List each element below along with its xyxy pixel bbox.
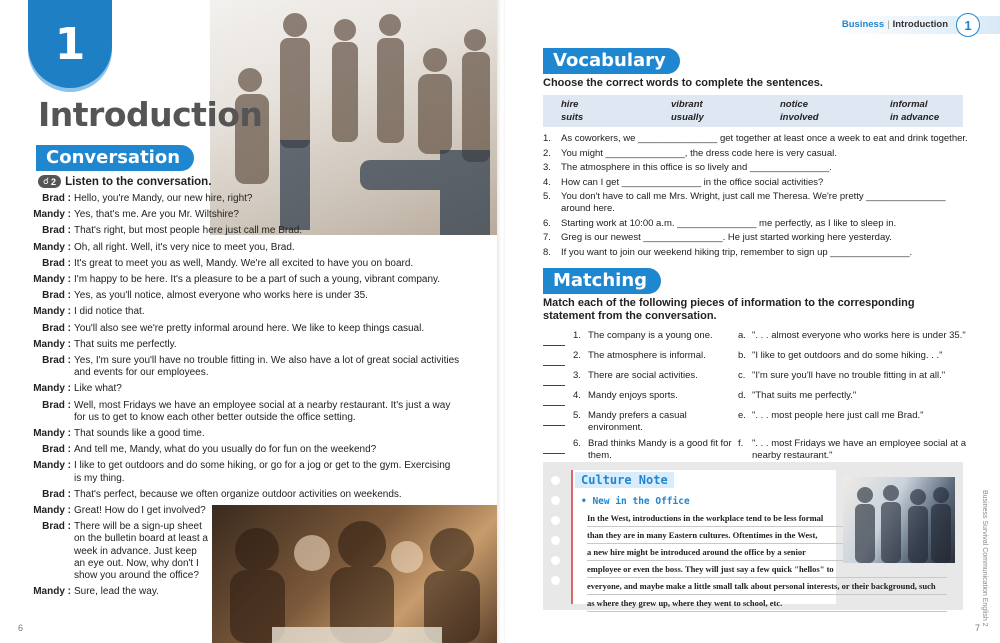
vocab-item[interactable]: 7. Greg is our newest _______________. He just started working here yesterday. — [543, 232, 892, 243]
answer-blank[interactable] — [543, 390, 565, 406]
restaurant-social-photo — [212, 505, 500, 643]
vocab-item[interactable]: 8. If you want to join our weekend hiking trip, remember to sign up _______________. — [543, 246, 913, 258]
running-head: Business | Introduction — [841, 19, 948, 30]
matching-row — [543, 390, 968, 406]
vocab-sentence: How can I get _______________ in the office social activities? — [561, 176, 824, 188]
running-head-unit: Introduction — [892, 19, 948, 30]
utterance: Yes, that's me. Are you Mr. Wiltshire? — [74, 209, 239, 221]
dialogue-line — [30, 400, 460, 424]
dialogue-line — [30, 444, 460, 456]
speaker: Mandy : — [33, 241, 71, 253]
speaker: Mandy : — [33, 586, 71, 598]
utterance: Great! How do I get involved? — [74, 505, 206, 517]
vocab-item[interactable]: 3. The atmosphere in this office is so lively and _______________. — [543, 162, 832, 173]
dialogue-line — [30, 242, 460, 254]
matching-instruction: Match each of the following pieces of information to the corresponding statement from the conversation. — [543, 297, 915, 322]
utterance: I did notice that. — [74, 306, 145, 318]
item-number: 6. — [573, 438, 581, 449]
word-bank-item: involved — [780, 112, 819, 123]
headphones-icon: ☌ — [43, 176, 50, 186]
utterance: That's right, but most people here just call me Brad. — [74, 225, 303, 237]
item-letter: e. — [738, 410, 746, 421]
culture-note — [543, 462, 963, 610]
culture-note-subtitle: • New in the Office — [581, 496, 690, 507]
dialogue-line — [30, 339, 460, 351]
vocab-sentence: Greg is our newest _______________. He just started working here yesterday. — [561, 232, 892, 243]
dialogue-line — [30, 383, 460, 395]
speaker: Mandy : — [33, 338, 71, 350]
dialogue-line — [30, 225, 460, 237]
speaker: Mandy : — [33, 209, 71, 221]
right-page — [505, 0, 1000, 643]
friends-silhouettes — [212, 505, 500, 643]
vocab-item[interactable]: 2. You might _______________, the dress code here is very casual. — [543, 147, 837, 159]
matching-row — [543, 330, 968, 346]
word-bank-item: usually — [671, 112, 704, 123]
answer-blank[interactable] — [543, 410, 565, 426]
vocab-sentence: Starting work at 10:00 a.m. _______________ me perfectly, as I like to sleep in. — [561, 217, 897, 229]
dialogue-line — [30, 306, 460, 318]
binder-hole — [551, 516, 560, 525]
side-book-title: Business Survival Communication English 2 — [981, 490, 988, 627]
item-text: Mandy enjoys sports. — [588, 390, 678, 401]
utterance: That sounds like a good time. — [74, 428, 205, 440]
utterance: There will be a sign-up sheet on the bulletin board at least a week in advance. Just keep an eye out. Now, why don't I show you around the office? — [74, 521, 208, 582]
item-text: Mandy prefers a casual environment. — [588, 410, 687, 433]
culture-line: In the West, introductions in the workplace tend to be less formal — [587, 510, 947, 527]
speaker: Brad : — [42, 399, 71, 411]
speaker: Brad : — [42, 488, 71, 500]
dialogue-line — [30, 274, 460, 286]
item-quote: ". . . most Fridays we have an employee social at a nearby restaurant." — [752, 438, 967, 461]
unit-tab — [28, 0, 112, 88]
speaker: Brad : — [42, 257, 71, 269]
item-quote: "That suits me perfectly." — [752, 390, 857, 401]
vocab-item[interactable]: 6. Starting work at 10:00 a.m. _______________ me perfectly, as I like to sleep in. — [543, 217, 897, 229]
vocab-sentence: If you want to join our weekend hiking trip, remember to sign up _______________. — [561, 246, 913, 258]
speaker: Mandy : — [33, 505, 71, 517]
binder-hole — [551, 576, 560, 585]
speaker: Brad : — [42, 521, 71, 533]
listen-label: Listen to the conversation. — [65, 175, 212, 188]
matching-list — [543, 330, 968, 466]
utterance: Hello, you're Mandy, our new hire, right? — [74, 193, 253, 204]
word-bank-item: notice — [780, 99, 808, 110]
item-number: 5. — [573, 410, 581, 421]
utterance: Sure, lead the way. — [74, 586, 159, 598]
vocab-sentence: You don't have to call me Mrs. Wright, just call me Theresa. We're pretty _______________ around here. — [561, 191, 946, 214]
vocab-sentence: You might _______________, the dress code here is very casual. — [561, 147, 837, 159]
item-number: 4. — [573, 390, 581, 401]
item-letter: c. — [738, 370, 746, 381]
dialogue-line — [30, 290, 460, 302]
word-bank — [543, 95, 963, 127]
binder-hole — [551, 536, 560, 545]
speaker: Brad : — [42, 225, 71, 237]
item-letter: f. — [738, 438, 744, 449]
word-bank-item: in advance — [890, 112, 940, 123]
track-number: 2 — [51, 176, 57, 187]
item-number: 1. — [573, 330, 581, 341]
dialogue-line — [30, 489, 460, 501]
dialogue-line — [30, 460, 460, 484]
answer-blank[interactable] — [543, 438, 565, 454]
speaker: Mandy : — [33, 274, 71, 286]
binder-hole — [551, 556, 560, 565]
item-letter: b. — [738, 350, 746, 361]
vocab-item[interactable]: 5. You don't have to call me Mrs. Wright, just call me Theresa. We're pretty _______________ around here. — [543, 191, 968, 215]
dialogue-line — [30, 355, 460, 379]
speaker: Mandy : — [33, 383, 71, 395]
item-text: The atmosphere is informal. — [588, 350, 706, 361]
utterance: Well, most Fridays we have an employee social at a nearby restaurant. It's just a way for us to get to know each other better outside the office setting. — [74, 399, 451, 423]
item-quote: ". . . almost everyone who works here is under 35." — [752, 330, 966, 341]
speaker: Brad : — [42, 290, 71, 302]
vocab-item[interactable]: 1. As coworkers, we _______________ get together at least once a week to eat and drink together. — [543, 133, 968, 144]
utterance: It's great to meet you as well, Mandy. We're all excited to have you on board. — [74, 257, 414, 269]
culture-line: as where they grew up, where they went to school, etc. — [587, 595, 947, 612]
audio-track-badge[interactable] — [38, 175, 61, 188]
item-number: 3. — [573, 370, 581, 381]
culture-line: employee or even the boss. They will just say a few quick "hellos" to — [587, 561, 947, 578]
answer-blank[interactable] — [543, 330, 565, 346]
dialogue-line — [30, 521, 210, 582]
item-text: The company is a young one. — [588, 330, 713, 341]
matching-row — [543, 438, 968, 462]
speaker: Mandy : — [33, 306, 71, 318]
speaker: Brad : — [42, 355, 71, 367]
dialogue-line — [30, 323, 460, 335]
speaker: Mandy : — [33, 428, 71, 440]
utterance: That's perfect, because we often organize outdoor activities on weekends. — [74, 488, 402, 500]
item-quote: ". . . most people here just call me Brad." — [752, 410, 924, 421]
item-letter: d. — [738, 390, 746, 401]
utterance: And tell me, Mandy, what do you usually do for fun on the weekend? — [74, 444, 377, 456]
culture-line: a new hire might be introduced around the office by a senior — [587, 544, 947, 561]
binder-hole — [551, 496, 560, 505]
running-head-book: Business — [841, 19, 885, 30]
utterance: Yes, I'm sure you'll have no trouble fitting in. We also have a lot of great social activities and events for our employees. — [74, 355, 460, 379]
item-text: There are social activities. — [588, 370, 698, 381]
item-letter: a. — [738, 330, 746, 341]
unit-circle: 1 — [956, 13, 980, 37]
utterance: I like to get outdoors and do some hiking, or go for a jog or get to the gym. Exercising is my thing. — [74, 460, 451, 484]
binder-hole — [551, 476, 560, 485]
answer-blank[interactable] — [543, 350, 565, 366]
handshake-silhouettes — [843, 477, 955, 563]
dialogue-line — [30, 209, 460, 221]
dialogue-line — [30, 428, 460, 440]
utterance: Like what? — [74, 383, 122, 395]
word-bank-item: informal — [890, 99, 928, 110]
unit-number: 1 — [54, 18, 86, 70]
listen-instruction — [38, 175, 211, 188]
dialogue-line — [30, 193, 460, 205]
vocab-sentence: The atmosphere in this office is so lively and _______________. — [561, 162, 832, 173]
matching-heading: Matching — [547, 268, 661, 294]
handshake-photo — [843, 477, 955, 563]
utterance: Oh, all right. Well, it's very nice to meet you, Brad. — [74, 241, 295, 253]
item-quote: "I'm sure you'll have no trouble fitting in at all." — [752, 370, 946, 381]
utterance: I'm happy to be here. It's a pleasure to be a part of such a young, vibrant company. — [74, 274, 441, 286]
vocab-item[interactable]: 4. How can I get _______________ in the office social activities? — [543, 176, 824, 188]
page-number-left: 6 — [18, 623, 24, 633]
unit-title: Introduction — [38, 95, 263, 134]
matching-row — [543, 350, 968, 366]
dialogue-line — [30, 258, 460, 270]
utterance: Yes, as you'll notice, almost everyone who works here is under 35. — [74, 290, 368, 302]
vocab-sentences — [543, 133, 968, 261]
culture-line: than they are in many Eastern cultures. Oftentimes in the West, — [587, 527, 947, 544]
utterance: You'll also see we're pretty informal around here. We like to keep things casual. — [74, 322, 425, 334]
speaker: Mandy : — [33, 460, 71, 472]
speaker: Brad : — [42, 322, 71, 334]
answer-blank[interactable] — [543, 370, 565, 386]
word-bank-item: suits — [561, 112, 584, 123]
utterance: That suits me perfectly. — [74, 338, 177, 350]
vocab-instruction: Choose the correct words to complete the sentences. — [543, 77, 823, 89]
vocabulary-heading: Vocabulary — [547, 48, 680, 74]
speaker: Brad : — [42, 444, 71, 456]
word-bank-item: vibrant — [671, 99, 703, 110]
culture-note-title: Culture Note — [575, 472, 674, 488]
word-bank-item: hire — [561, 99, 579, 110]
item-quote: "I like to get outdoors and do some hiking. . ." — [752, 350, 943, 361]
page-number-right: 7 — [974, 623, 980, 633]
matching-row — [543, 370, 968, 386]
matching-row — [543, 410, 968, 434]
item-text: Brad thinks Mandy is a good fit for them. — [588, 438, 732, 461]
item-number: 2. — [573, 350, 581, 361]
culture-line: everyone, and maybe make a little small talk about personal interests, or their background, such — [587, 578, 947, 595]
speaker: Brad : — [42, 193, 71, 204]
vocab-sentence: As coworkers, we _______________ get together at least once a week to eat and drink together. — [561, 133, 968, 144]
conversation-heading: Conversation — [40, 145, 194, 171]
